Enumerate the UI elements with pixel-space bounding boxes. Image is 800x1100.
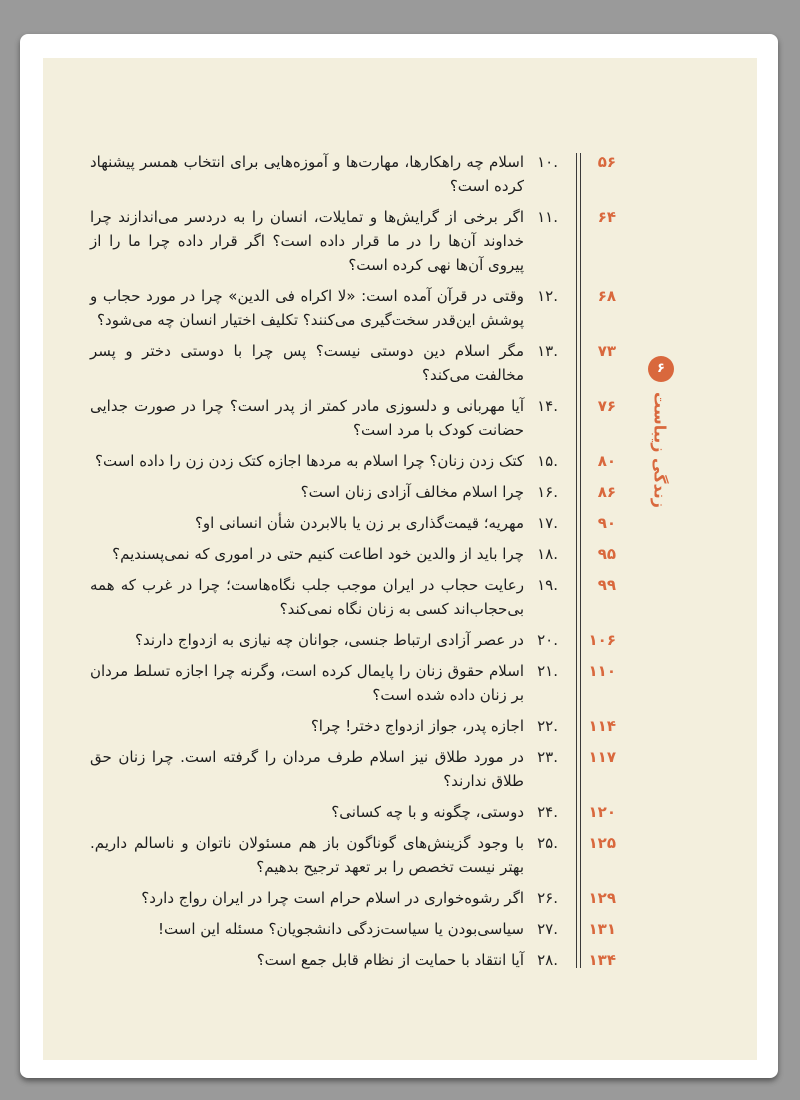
toc-entry-number: .۲۱ [537, 662, 558, 680]
toc-entry-title: در عصر آزادی ارتباط جنسی، جوانان چه نیازی به ازدواج دارند؟ [135, 631, 524, 649]
toc-entry-title: مهریه؛ قیمت‌گذاری بر زن یا بالابردن شأن انسانی او؟ [194, 514, 524, 532]
toc-entry [90, 831, 620, 879]
toc-entry-title: اگر رشوه‌خواری در اسلام حرام است چرا در ایران رواج دارد؟ [141, 889, 524, 907]
toc-entry-number: .۲۷ [537, 920, 558, 938]
toc-page-number: ۱۱۰ [588, 662, 616, 680]
toc-page-number: ۸۶ [597, 483, 616, 501]
toc-entry [90, 511, 620, 535]
toc-entry-title: مگر اسلام دین دوستی نیست؟ پس چرا با دوستی دختر و پسر مخالفت می‌کند؟ [90, 342, 524, 384]
toc-entry-number: .۲۴ [537, 803, 558, 821]
toc-entry-title: اسلام چه راهکارها، مهارت‌ها و آموزه‌هایی برای انتخاب همسر پیشنهاد کرده است؟ [90, 153, 524, 195]
toc-page-number: ۶۸ [597, 287, 616, 305]
toc-entry-number: .۱۱ [537, 208, 558, 226]
toc-entry [90, 659, 620, 707]
page-number-badge: ۶ [648, 356, 674, 382]
toc-entry [90, 745, 620, 793]
toc-page-number: ۱۱۴ [588, 717, 616, 735]
toc-page-number: ۹۵ [597, 545, 616, 563]
toc-entry-number: .۲۲ [537, 717, 558, 735]
toc-page-number: ۶۴ [597, 208, 616, 226]
toc-entry [90, 542, 620, 566]
toc-entry-number: .۲۳ [537, 748, 558, 766]
toc-entry-title: سیاسی‌بودن یا سیاست‌زدگی دانشجویان؟ مسئله این است! [158, 920, 524, 938]
toc-entry-title: آیا انتقاد با حمایت از نظام قابل جمع است؟ [256, 951, 524, 969]
toc-entry-title: اسلام حقوق زنان را پایمال کرده است، وگرنه چرا اجازه تسلط مردان بر زنان داده شده است؟ [90, 662, 524, 704]
toc-page-number: ۷۶ [597, 397, 616, 415]
toc-entry-number: .۱۵ [537, 452, 558, 470]
toc-entry-title: اگر برخی از گرایش‌ها و تمایلات، انسان را به دردسر می‌اندازند چرا خداوند آن‌ها را در ما قرار داده است؟ اگر قرار داده چرا ما را از پیروی آن‌ها نهی کرده است؟ [90, 208, 524, 274]
running-title: زندگی زیباست [650, 392, 670, 508]
toc-entry-number: .۱۴ [537, 397, 558, 415]
toc-entry [90, 449, 620, 473]
toc-entry-number: .۱۶ [537, 483, 558, 501]
toc-entry [90, 714, 620, 738]
toc-entry [90, 800, 620, 824]
toc-entry-title: دوستی، چگونه و با چه کسانی؟ [331, 803, 524, 821]
toc-entry-title: کتک زدن زنان؟ چرا اسلام به مردها اجازه کتک زدن زن را داده است؟ [95, 452, 524, 470]
toc-page-number: ۱۲۵ [588, 834, 616, 852]
toc-entry-number: .۱۳ [537, 342, 558, 360]
toc-entry [90, 628, 620, 652]
toc-entry-number: .۲۰ [537, 631, 558, 649]
toc-page-number: ۱۳۱ [588, 920, 616, 938]
toc-page-number: ۷۳ [597, 342, 616, 360]
toc-entry-title: آیا مهربانی و دلسوزی مادر کمتر از پدر است؟ چرا در صورت جدایی حضانت کودک با مرد است؟ [90, 397, 524, 439]
toc-entry-title: رعایت حجاب در ایران موجب جلب نگاه‌هاست؛ چرا در غرب که همه بی‌حجاب‌اند کسی به زنان نگاه نمی‌کند؟ [90, 576, 524, 618]
toc-entry-title: در مورد طلاق نیز اسلام طرف مردان را گرفته است. چرا زنان حق طلاق ندارند؟ [90, 748, 524, 790]
toc-entry [90, 948, 620, 972]
toc-page-number: ۹۰ [597, 514, 616, 532]
table-of-contents [90, 150, 620, 979]
toc-entry-number: .۱۸ [537, 545, 558, 563]
toc-entry [90, 284, 620, 332]
toc-page-number: ۱۲۹ [588, 889, 616, 907]
toc-entry-number: .۱۲ [537, 287, 558, 305]
toc-entry-number: .۱۰ [537, 153, 558, 171]
toc-entry-number: .۱۷ [537, 514, 558, 532]
toc-entry [90, 205, 620, 277]
toc-entry [90, 480, 620, 504]
toc-entry-number: .۲۸ [537, 951, 558, 969]
toc-page-number: ۱۲۰ [588, 803, 616, 821]
toc-entry-number: .۲۶ [537, 889, 558, 907]
toc-page-number: ۱۳۴ [588, 951, 616, 969]
toc-entry [90, 150, 620, 198]
toc-entry [90, 573, 620, 621]
toc-entry-title: اجازه پدر، جواز ازدواج دختر! چرا؟ [310, 717, 524, 735]
toc-entry [90, 917, 620, 941]
toc-entry-number: .۲۵ [537, 834, 558, 852]
toc-entry-title: چرا باید از والدین خود اطاعت کنیم حتی در اموری که نمی‌پسندیم؟ [112, 545, 524, 563]
toc-entry-number: .۱۹ [537, 576, 558, 594]
toc-page-number: ۹۹ [597, 576, 616, 594]
toc-entry [90, 394, 620, 442]
toc-page-number: ۵۶ [597, 153, 616, 171]
toc-page-number: ۸۰ [597, 452, 616, 470]
toc-page-number: ۱۰۶ [588, 631, 616, 649]
toc-entry-title: چرا اسلام مخالف آزادی زنان است؟ [300, 483, 524, 501]
toc-entry [90, 886, 620, 910]
toc-entry [90, 339, 620, 387]
toc-entry-title: با وجود گزینش‌های گوناگون باز هم مسئولان ناتوان و ناسالم داریم. بهتر نیست تخصص را بر تعهد ترجیح بدهیم؟ [90, 834, 524, 876]
toc-entry-title: وقتی در قرآن آمده است: «لا اکراه فی الدین» چرا در مورد حجاب و پوشش این‌قدر سخت‌گیری می‌کنند؟ تکلیف اختیار انسان چه می‌شود؟ [90, 287, 524, 329]
toc-page-number: ۱۱۷ [588, 748, 616, 766]
